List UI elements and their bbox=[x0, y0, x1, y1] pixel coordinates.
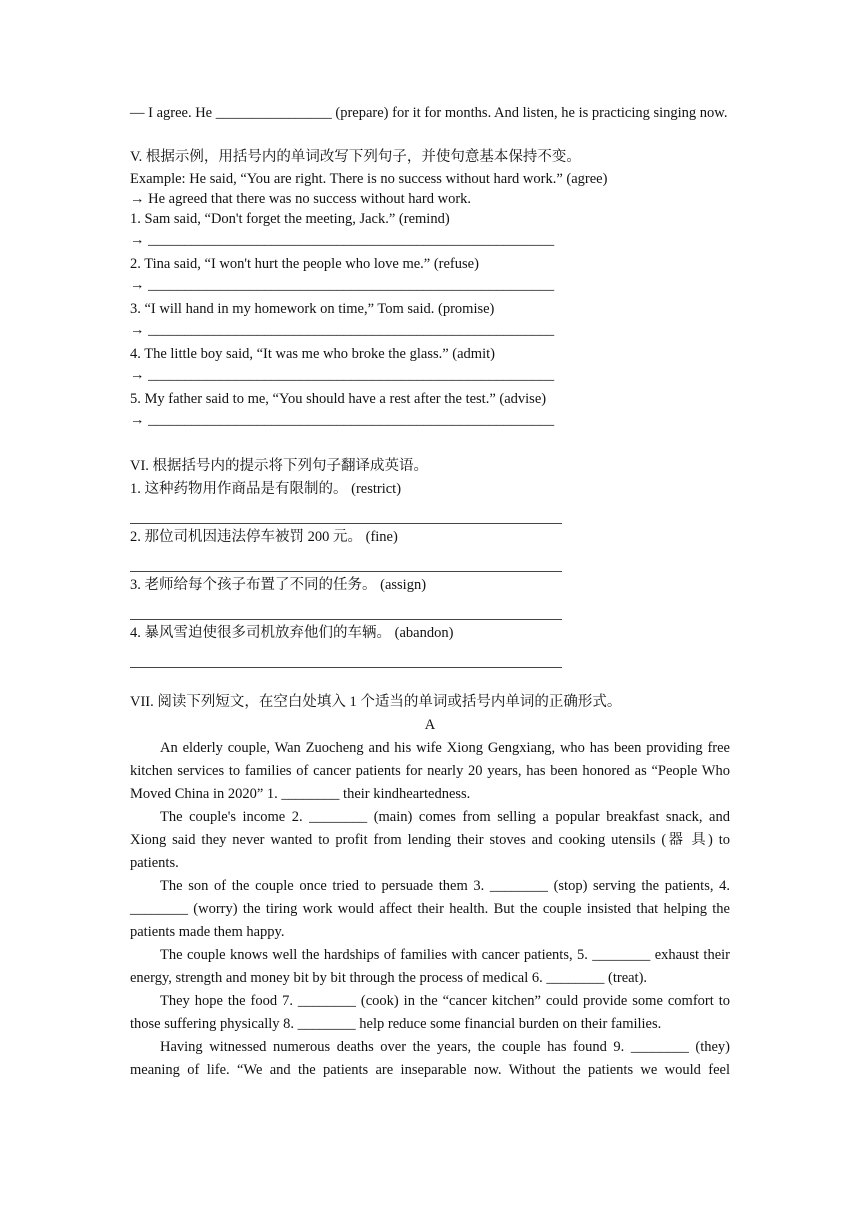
section-5-answer-line-4[interactable]: → ________________________________________________________ bbox=[130, 367, 555, 383]
section-6-item-3: 3. 老师给每个孩子布置了不同的任务。 (assign) bbox=[130, 577, 427, 593]
section-6-item-1: 1. 这种药物用作商品是有限制的。 (restrict) bbox=[130, 481, 402, 497]
passage-paragraph-3: The son of the couple once tried to persuade them 3. ________ (stop) serving the patients, 4. ________ (worry) the tiring work would affect their health. But the couple insisted that helping the patients made them happy. bbox=[130, 878, 730, 940]
section-5-item-4: 4. The little boy said, “It was me who broke the glass.” (admit) bbox=[130, 346, 495, 362]
section-6-item-4: 4. 暴风雪迫使很多司机放弃他们的车辆。 (abandon) bbox=[130, 625, 454, 641]
worksheet-page bbox=[130, 102, 730, 1082]
spacer bbox=[130, 670, 730, 691]
section-7-heading: VII. 阅读下列短文，在空白处填入 1 个适当的单词或括号内单词的正确形式。 bbox=[130, 694, 622, 710]
section-6-answer-line-3[interactable] bbox=[130, 597, 562, 620]
passage-paragraph-1: An elderly couple, Wan Zuocheng and his wife Xiong Gengxiang, who has been providing free kitchen services to families of cancer patients for nearly 20 years, has been honored as “People Who Moved China in 2020” 1. ________ their kindheartedness. bbox=[130, 740, 730, 802]
section-5-item-3: 3. “I will hand in my homework on time,” Tom said. (promise) bbox=[130, 301, 495, 317]
passage-paragraph-6: Having witnessed numerous deaths over the years, the couple has found 9. ________ (they) meaning of life. “We and the patients are inseparable now. Without the patients we would feel bbox=[130, 1039, 730, 1078]
passage-label: A bbox=[424, 717, 436, 733]
section-6-heading: VI. 根据括号内的提示将下列句子翻译成英语。 bbox=[130, 458, 429, 474]
section-5-answer-line-1[interactable]: → ________________________________________________________ bbox=[130, 232, 555, 248]
section-5-answer-line-5[interactable]: → ________________________________________________________ bbox=[130, 412, 555, 428]
passage-paragraph-4: The couple knows well the hardships of families with cancer patients, 5. ________ exhaust their energy, strength and money bit by bit through the process of medical 6. ________ (treat). bbox=[130, 947, 730, 986]
intro-dialogue-line: — I agree. He ________________ (prepare) for it for months. And listen, he is practicing singing now. bbox=[130, 105, 728, 121]
section-5-item-2: 2. Tina said, “I won't hurt the people who love me.” (refuse) bbox=[130, 256, 479, 272]
section-6-answer-line-2[interactable] bbox=[130, 549, 562, 572]
section-5-example-question: Example: He said, “You are right. There is no success without hard work.” (agree) bbox=[130, 171, 608, 187]
section-5-example-answer: → He agreed that there was no success without hard work. bbox=[130, 191, 472, 207]
section-5-item-1: 1. Sam said, “Don't forget the meeting, Jack.” (remind) bbox=[130, 211, 450, 227]
section-6-answer-line-4[interactable] bbox=[130, 645, 562, 668]
spacer bbox=[130, 434, 730, 455]
section-5-answer-line-3[interactable]: → ________________________________________________________ bbox=[130, 322, 555, 338]
section-6-item-2: 2. 那位司机因违法停车被罚 200 元。 (fine) bbox=[130, 529, 398, 545]
passage-paragraph-5: They hope the food 7. ________ (cook) in the “cancer kitchen” could provide some comfort to those suffering physically 8. ________ help reduce some financial burden on their families. bbox=[130, 993, 730, 1032]
passage-paragraph-2: The couple's income 2. ________ (main) comes from selling a popular breakfast snack, and Xiong said they never wanted to profit from lending their stoves and cooking utensils (器 具) to patients. bbox=[130, 809, 730, 871]
section-6-answer-line-1[interactable] bbox=[130, 501, 562, 524]
section-5-item-5: 5. My father said to me, “You should have a rest after the test.” (advise) bbox=[130, 391, 547, 407]
section-5-heading: V. 根据示例，用括号内的单词改写下列句子，并使句意基本保持不变。 bbox=[130, 149, 581, 165]
section-5-answer-line-2[interactable]: → ________________________________________________________ bbox=[130, 277, 555, 293]
spacer bbox=[130, 125, 730, 146]
